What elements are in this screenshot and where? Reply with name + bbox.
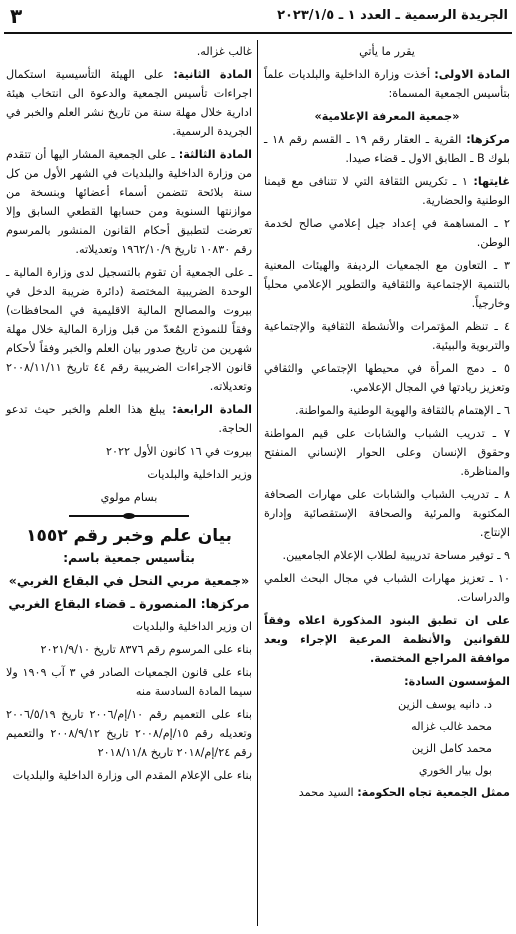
decree-intro: يقرر ما يأتي (359, 45, 415, 58)
article-4-text: يبلغ هذا العلم والخبر حيث تدعو الحاجة. (6, 403, 252, 435)
basis-4: بناء على الإعلام المقدم الى وزارة الداخلية والبلديات (12, 769, 252, 782)
article-2-label: المادة الثانية: (173, 68, 252, 81)
article-1 (264, 65, 510, 103)
government-representative (264, 783, 510, 802)
goals-label: غايتها: (473, 175, 511, 188)
founders-label: المؤسسون السادة: (404, 675, 510, 688)
goal-6: ٦ ـ الإهتمام بالثقافة والهوية الوطنية والمواطنة. (295, 404, 510, 417)
association-name: «جمعية المعرفة الإعلامية» (314, 110, 460, 123)
goal-4: ٤ ـ تنظم المؤتمرات والأنشطة الثقافية والإجتماعية والتربوية والبيئية. (264, 320, 510, 352)
goal-9: ٩ ـ توفير مساحة تدريبية لطلاب الإعلام الجامعيين. (282, 549, 510, 562)
right-column (264, 42, 510, 806)
article-1-text: أخذت وزارة الداخلية والبلديات علماً بتأسيس الجمعية المسماة: (264, 68, 510, 100)
headquarters-label: مركزها: (466, 133, 510, 146)
statement-subtitle: بتأسيس جمعية باسم: (63, 550, 195, 565)
goal-1 (264, 172, 510, 210)
article-2-text: على الهيئة التأسيسية استكمال اجراءات تأسيس الجمعية والدعوة الى انتخاب هيئة ادارية خلال مهلة سنة من تاريخ نشر العلم والخبر في الجريدة الرسمية. (6, 68, 252, 138)
goal-1-text: ١ ـ تكريس الثقافة التي لا تتنافى مع قيمنا الوطنية والحضارية. (264, 175, 510, 207)
basis-3: بناء على التعميم رقم ١٠/إم/٢٠٠٦ تاريخ ٢٠٠٦/٥/١٩ وتعديله رقم ١٥/إم/٢٠٠٨ تاريخ ٢٠٠٨/٩/١٢ والتعميم رقم ٢٤/إم/٢٠١٨ تاريخ ٢٠١٨/١١/٨ (6, 708, 252, 759)
minister-name: بسام مولوي (100, 491, 158, 504)
statement-title: بيان علم وخبر رقم ١٥٥٢ (26, 526, 232, 546)
goal-8: ٨ ـ تدريب الشباب والشابات على مهارات الصحافة المكتوبة والمرئية والصحافة الإستقصائية وإدارة الإنتاج. (264, 488, 510, 539)
minister-title: وزير الداخلية والبلديات (147, 468, 252, 481)
goal-5: ٥ ـ دمج المرأة في محيطها الإجتماعي والثقافي وتعزيز ريادتها في المجال الإعلامي. (264, 362, 510, 394)
gazette-title: الجريدة الرسمية ـ العدد ١ ـ ٢٠٢٣/١/٥ (277, 8, 508, 23)
page-number: ٣ (10, 4, 23, 28)
founder-3: محمد كامل الزين (411, 742, 492, 755)
article-3-label: المادة الثالثة: (178, 148, 253, 161)
apply-note: على ان تطبق البنود المذكورة اعلاه وفقاً للقوانين والأنظمة المرعية الإجراء وبعد موافقة المراجع المختصة. (264, 614, 510, 665)
representative-name: السيد محمد (298, 786, 358, 799)
article-4 (6, 400, 252, 438)
association-2-name: «جمعية مربي النحل في البقاع الغربي» (8, 573, 250, 588)
signature-date: بيروت في ١٦ كانون الأول ٢٠٢٢ (105, 445, 252, 458)
headquarters (264, 130, 510, 168)
goal-3: ٣ ـ التعاون مع الجمعيات الرديفة والهيئات المعنية بالتنمية الإجتماعية والثقافية والتطوير الإعلامي محلياً وخارجياً. (264, 259, 510, 310)
column-divider (257, 40, 258, 926)
goal-2: ٢ ـ المساهمة في إعداد جيل إعلامي صالح لخدمة الوطن. (264, 217, 510, 249)
article-4-label: المادة الرابعة: (172, 403, 252, 416)
article-3 (6, 145, 252, 259)
page-header (6, 6, 510, 30)
section-separator (69, 515, 189, 517)
goal-7: ٧ ـ تدريب الشباب والشابات على قيم المواطنة وحقوق الإنسان وعلى الحوار الإنساني المنفتح والمناظرة. (264, 427, 510, 478)
representative-label: ممثل الجمعية تجاه الحكومة: (357, 786, 510, 799)
goal-10: ١٠ ـ تعزيز مهارات الشباب في مجال البحث العلمي والدراسات. (264, 572, 510, 604)
issuer: ان وزير الداخلية والبلديات (132, 620, 252, 633)
article-3-tax: ـ على الجمعية أن تقوم بالتسجيل لدى وزارة المالية ـ الوحدة الضريبية المختصة (دائرة ضريبة الدخل في بيروت والمصالح المالية الاقليمية في المحافظات) وفقاً للنموذج المُعدّ من قبل وزارة المالية خلال مهلة شهرين من تاريخ صدور بيان العلم والخبر وفقاً لأحكام قانون الاجراءات الضريبية رقم ٤٤ تاريخ ٢٠٠٨/١١/١١ وتعديلاته. (6, 266, 252, 393)
basis-2: بناء على قانون الجمعيات الصادر في ٣ آب ١٩٠٩ ولا سيما المادة السادسة منه (6, 666, 252, 698)
basis-1: بناء على المرسوم رقم ٨٣٧٦ تاريخ ٢٠٢١/٩/١٠ (40, 643, 252, 656)
founder-2: محمد غالب غزاله (411, 720, 492, 733)
founder-4: بول بيار الخوري (418, 764, 492, 777)
header-rule (4, 32, 512, 34)
association-2-headquarters: مركزها: المنصورة ـ قضاء البقاع الغربي (8, 596, 250, 611)
article-2 (6, 65, 252, 141)
left-column (6, 42, 252, 789)
founder-1: د. دانيه يوسف الزين (398, 698, 492, 711)
continued-name: غالب غزاله. (196, 45, 252, 58)
headquarters-text: القرية ـ العقار رقم ١٩ ـ القسم رقم ١٨ ـ بلوك B ـ الطابق الاول ـ قضاء صيدا. (264, 133, 510, 165)
article-1-label: المادة الاولى: (434, 68, 510, 81)
founders-list (264, 695, 510, 780)
article-3-text: ـ على الجمعية المشار اليها أن تتقدم من وزارة الداخلية والبلديات في الشهر الأول من كل سنة بلائحة تتضمن أسماء أعضائها وبنسخة من موازنتها السنوية ومن حسابها القطعي السابق وإلا تعرضت لتطبيق أحكام القانون المنشور بالمرسوم رقم ١٠٨٣٠ تاريخ ١٩٦٢/١٠/٩ وتعديلاته. (6, 148, 252, 256)
